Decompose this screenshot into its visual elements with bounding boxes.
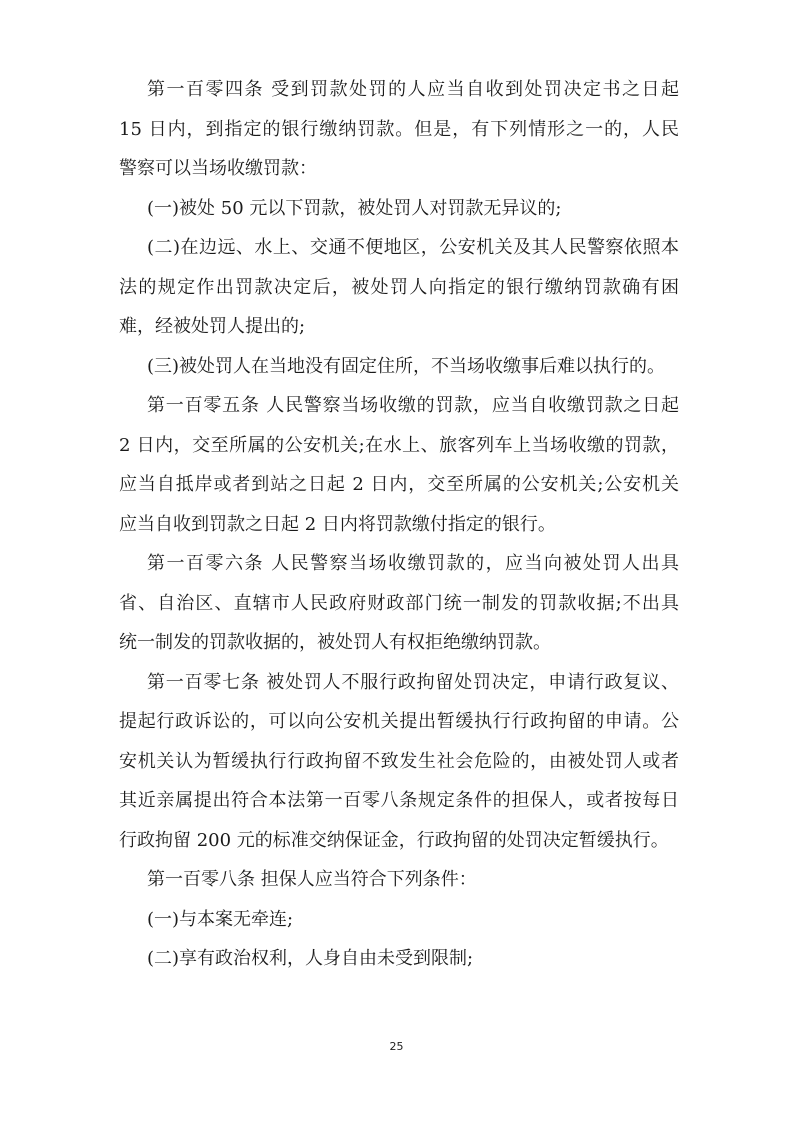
text-line: 行政拘留 200 元的标准交纳保证金，行政拘留的处罚决定暂缓执行。 xyxy=(119,829,669,851)
text-line: 其近亲属提出符合本法第一百零八条规定条件的担保人，或者按每日 xyxy=(119,790,679,811)
text-line: 提起行政诉讼的，可以向公安机关提出暂缓执行行政拘留的申请。公 xyxy=(119,711,679,732)
text-line: (一)与本案无牵连; xyxy=(147,908,294,930)
text-line: 警察可以当场收缴罚款： xyxy=(119,158,317,179)
text-line: (一)被处 50 元以下罚款，被处罚人对罚款无异议的; xyxy=(147,197,562,219)
text-line: (二)享有政治权利，人身自由未受到限制; xyxy=(147,948,474,969)
text-line: 第一百零六条 人民警察当场收缴罚款的，应当向被处罚人出具 xyxy=(147,553,679,574)
text-line: 第一百零四条 受到罚款处罚的人应当自收到处罚决定书之日起 xyxy=(147,79,679,100)
page-number: 25 xyxy=(389,1040,404,1053)
text-line: 第一百零五条 人民警察当场收缴的罚款，应当自收缴罚款之日起 xyxy=(147,395,679,416)
text-line: 2 日内，交至所属的公安机关;在水上、旅客列车上当场收缴的罚款， xyxy=(119,434,679,456)
text-line: 安机关认为暂缓执行行政拘留不致发生社会危险的，由被处罚人或者 xyxy=(119,750,679,772)
text-line: 省、自治区、直辖市人民政府财政部门统一制发的罚款收据;不出具 xyxy=(119,592,679,614)
text-line: 第一百零七条 被处罚人不服行政拘留处罚决定，申请行政复议、 xyxy=(147,671,679,693)
text-line: 15 日内，到指定的银行缴纳罚款。但是，有下列情形之一的，人民 xyxy=(119,118,679,140)
text-line: 统一制发的罚款收据的，被处罚人有权拒绝缴纳罚款。 xyxy=(119,632,551,653)
text-line: (二)在边远、水上、交通不便地区，公安机关及其人民警察依照本 xyxy=(147,237,679,258)
text-line: (三)被处罚人在当地没有固定住所，不当场收缴事后难以执行的。 xyxy=(147,355,666,377)
text-line: 第一百零八条 担保人应当符合下列条件： xyxy=(147,869,477,890)
text-line: 应当自抵岸或者到站之日起 2 日内，交至所属的公安机关;公安机关 xyxy=(119,474,679,495)
text-line: 难，经被处罚人提出的; xyxy=(119,316,306,337)
text-line: 应当自收到罚款之日起 2 日内将罚款缴付指定的银行。 xyxy=(119,513,556,535)
text-line: 法的规定作出罚款决定后，被处罚人向指定的银行缴纳罚款确有困 xyxy=(119,276,679,298)
document-body xyxy=(119,70,679,979)
